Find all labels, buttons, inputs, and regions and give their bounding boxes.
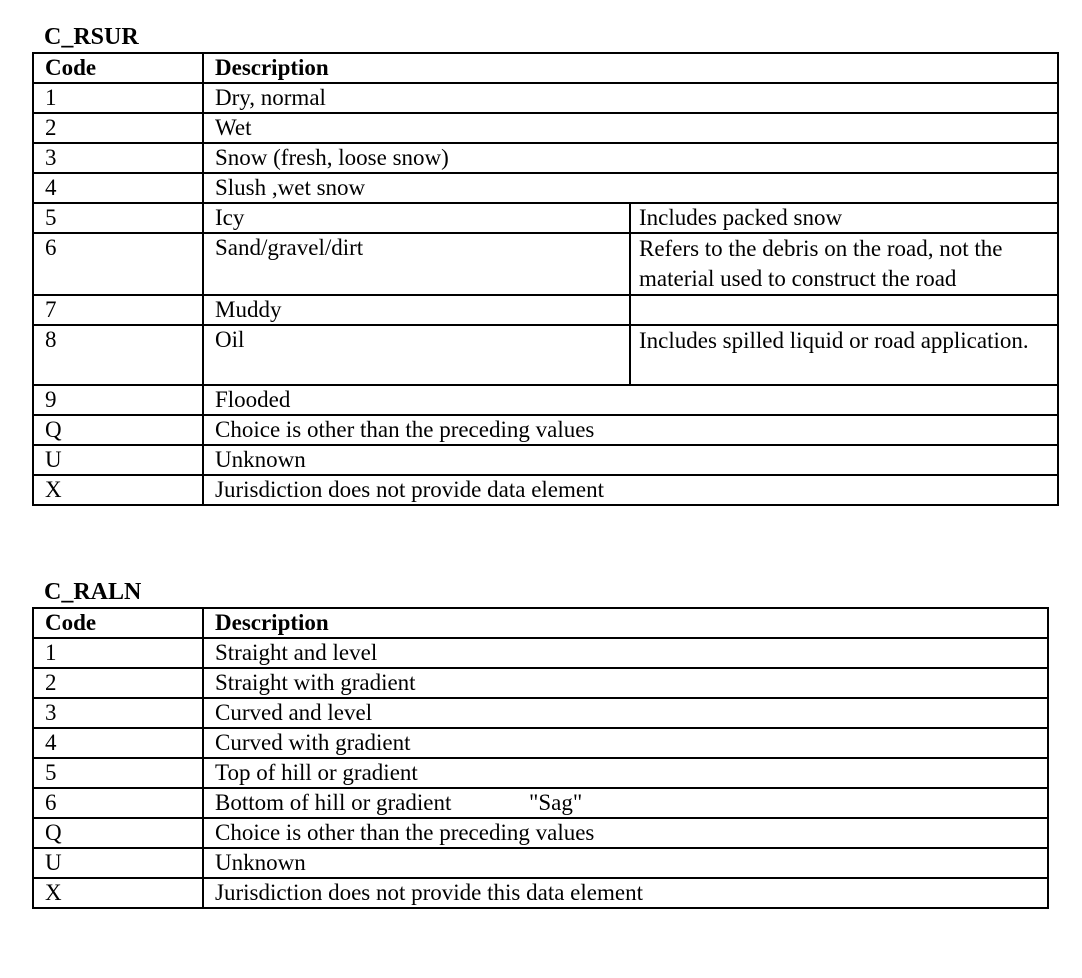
code-cell: 3 bbox=[33, 143, 203, 173]
code-cell: X bbox=[33, 878, 203, 908]
table-row bbox=[33, 203, 1058, 233]
code-cell: 1 bbox=[33, 83, 203, 113]
note-cell bbox=[630, 295, 1058, 325]
code-header: Code bbox=[33, 608, 203, 638]
description-cell: Snow (fresh, loose snow) bbox=[203, 143, 1058, 173]
description-cell: Slush ,wet snow bbox=[203, 173, 1058, 203]
code-cell: Q bbox=[33, 415, 203, 445]
code-cell: 3 bbox=[33, 698, 203, 728]
note-cell: Refers to the debris on the road, not the material used to construct the road bbox=[630, 233, 1058, 295]
description-cell: Straight and level bbox=[203, 638, 1048, 668]
description-header: Description bbox=[203, 608, 1048, 638]
code-cell: 2 bbox=[33, 668, 203, 698]
code-cell: 4 bbox=[33, 173, 203, 203]
code-cell: 5 bbox=[33, 758, 203, 788]
description-cell: Sand/gravel/dirt bbox=[203, 233, 630, 295]
table-row bbox=[33, 848, 1048, 878]
table-row bbox=[33, 878, 1048, 908]
description-cell: Wet bbox=[203, 113, 1058, 143]
description-cell: Unknown bbox=[203, 445, 1058, 475]
rsur-section bbox=[32, 22, 1059, 506]
description-cell: Choice is other than the preceding values bbox=[203, 818, 1048, 848]
sag-annotation: "Sag" bbox=[529, 790, 583, 815]
note-cell: Includes spilled liquid or road application. bbox=[630, 325, 1058, 385]
description-cell: Curved and level bbox=[203, 698, 1048, 728]
description-cell: Dry, normal bbox=[203, 83, 1058, 113]
table-row bbox=[33, 113, 1058, 143]
code-cell: 1 bbox=[33, 638, 203, 668]
table-row bbox=[33, 728, 1048, 758]
table-row bbox=[33, 325, 1058, 385]
code-header: Code bbox=[33, 53, 203, 83]
code-cell: 4 bbox=[33, 728, 203, 758]
table-row bbox=[33, 788, 1048, 818]
table-row bbox=[33, 445, 1058, 475]
header-row bbox=[33, 608, 1048, 638]
description-cell: Jurisdiction does not provide data element bbox=[203, 475, 1058, 505]
code-cell: X bbox=[33, 475, 203, 505]
description-cell: Icy bbox=[203, 203, 630, 233]
description-cell: Jurisdiction does not provide this data element bbox=[203, 878, 1048, 908]
description-cell: Straight with gradient bbox=[203, 668, 1048, 698]
code-cell: Q bbox=[33, 818, 203, 848]
table-title: C_RSUR bbox=[44, 24, 139, 50]
raln-section bbox=[32, 577, 1049, 909]
code-cell: 8 bbox=[33, 325, 203, 385]
table-title: C_RALN bbox=[44, 579, 142, 605]
description-cell: Muddy bbox=[203, 295, 630, 325]
code-cell: 6 bbox=[33, 788, 203, 818]
rsur-table bbox=[32, 52, 1059, 506]
description-cell: Top of hill or gradient bbox=[203, 758, 1048, 788]
code-cell: 6 bbox=[33, 233, 203, 295]
table-row bbox=[33, 475, 1058, 505]
code-cell: U bbox=[33, 848, 203, 878]
note-cell: Includes packed snow bbox=[630, 203, 1058, 233]
description-cell: Flooded bbox=[203, 385, 1058, 415]
description-text: Bottom of hill or gradient bbox=[215, 790, 452, 815]
description-cell bbox=[203, 788, 1048, 818]
table-row bbox=[33, 83, 1058, 113]
code-cell: 2 bbox=[33, 113, 203, 143]
code-cell: 9 bbox=[33, 385, 203, 415]
code-cell: 7 bbox=[33, 295, 203, 325]
table-row bbox=[33, 698, 1048, 728]
table-row bbox=[33, 638, 1048, 668]
table-row bbox=[33, 758, 1048, 788]
table-row bbox=[33, 415, 1058, 445]
table-row bbox=[33, 818, 1048, 848]
code-cell: U bbox=[33, 445, 203, 475]
code-cell: 5 bbox=[33, 203, 203, 233]
description-cell: Curved with gradient bbox=[203, 728, 1048, 758]
table-row bbox=[33, 385, 1058, 415]
table-row bbox=[33, 143, 1058, 173]
description-cell: Choice is other than the preceding values bbox=[203, 415, 1058, 445]
table-row bbox=[33, 668, 1048, 698]
description-cell: Unknown bbox=[203, 848, 1048, 878]
description-cell: Oil bbox=[203, 325, 630, 385]
description-header: Description bbox=[203, 53, 1058, 83]
table-row bbox=[33, 295, 1058, 325]
header-row bbox=[33, 53, 1058, 83]
raln-table bbox=[32, 607, 1049, 909]
table-row bbox=[33, 233, 1058, 295]
table-row bbox=[33, 173, 1058, 203]
